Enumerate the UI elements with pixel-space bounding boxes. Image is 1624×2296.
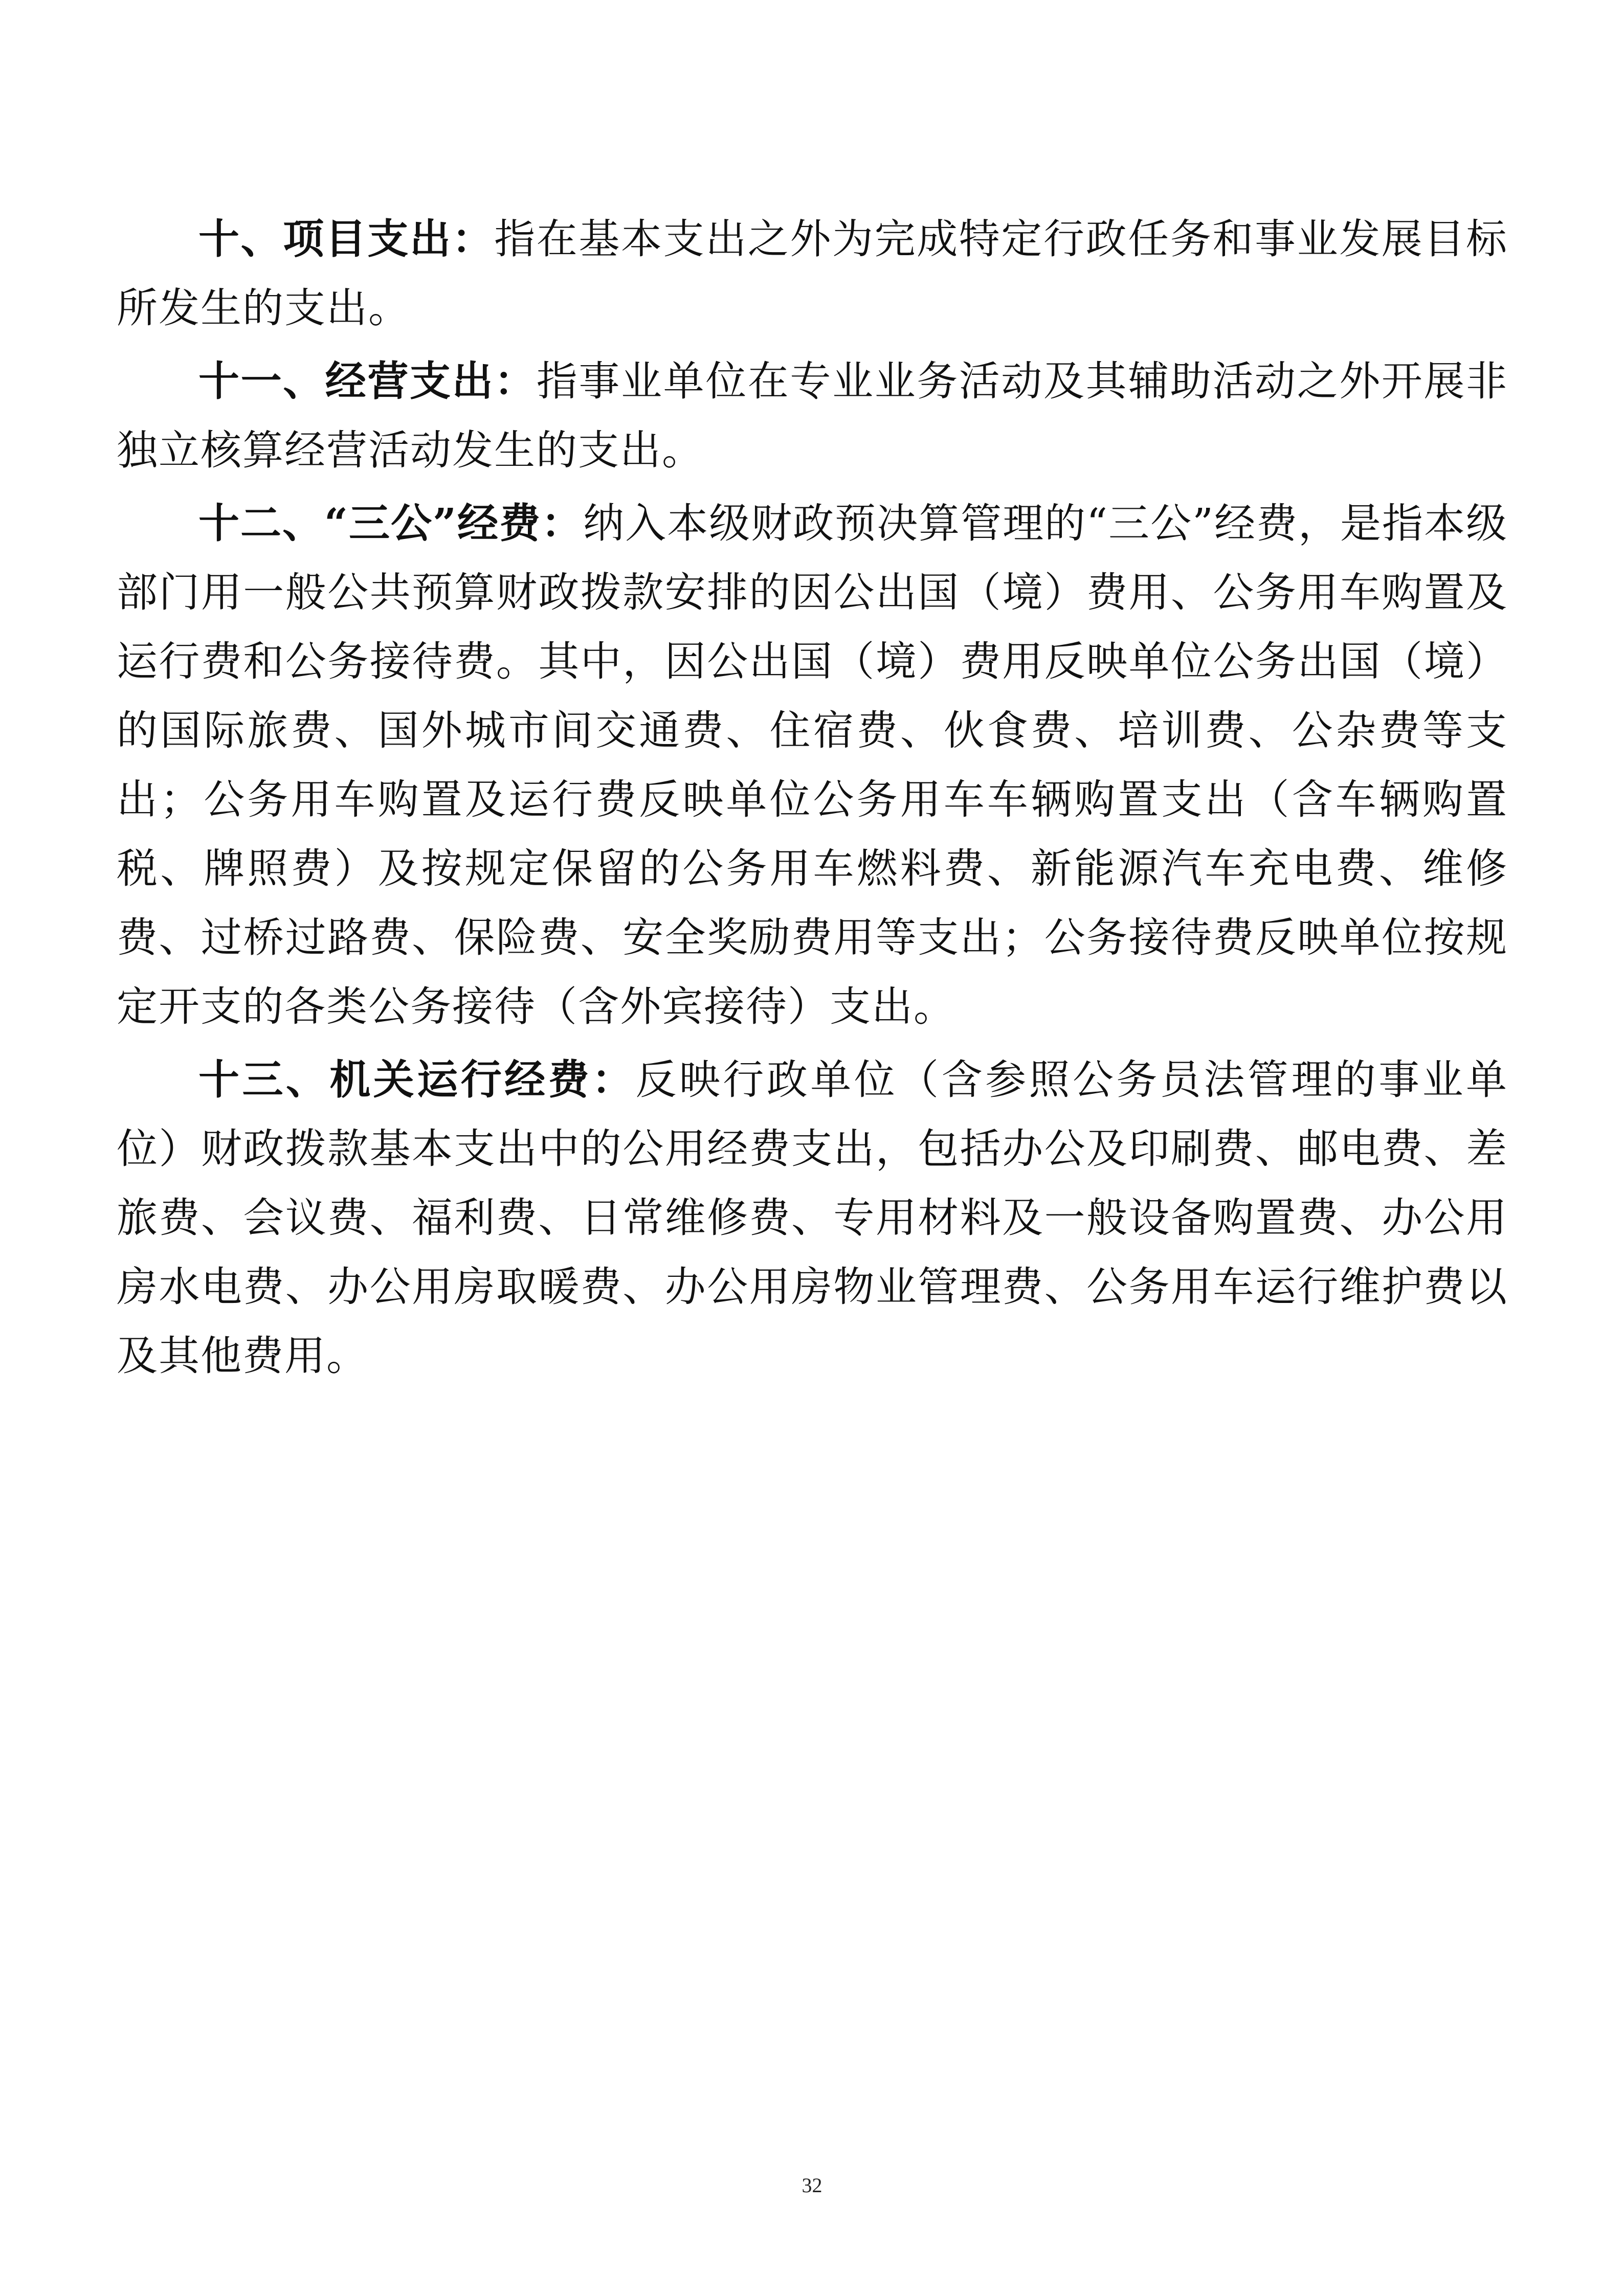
term-definition: 反映行政单位（含参照公务员法管理的事业单位）财政拨款基本支出中的公用经费支出，包括办公及印刷费、邮电费、差旅费、会议费、福利费、日常维修费、专用材料及一般设备购置费、办公用房水电费、办公用房取暖费、办公用房物业管理费、公务用车运行维护费以及其他费用。 bbox=[117, 1056, 1508, 1380]
paragraph-operating-expenditure bbox=[117, 347, 1508, 485]
term-heading: 十二、“三公”经费： bbox=[198, 499, 584, 547]
term-heading: 十、项目支出： bbox=[198, 215, 495, 263]
page-number: 32 bbox=[802, 2174, 822, 2197]
document-body bbox=[117, 205, 1508, 1394]
paragraph-three-public-expenses bbox=[117, 489, 1508, 1041]
term-definition: 指在基本支出之外为完成特定行政任务和事业发展目标所发生的支出。 bbox=[117, 215, 1508, 332]
term-definition: 指事业单位在专业业务活动及其辅助活动之外开展非独立核算经营活动发生的支出。 bbox=[117, 357, 1508, 474]
paragraph-agency-operating-funds bbox=[117, 1045, 1508, 1390]
term-definition: 纳入本级财政预决算管理的“三公”经费，是指本级部门用一般公共预算财政拨款安排的因公出国（境）费用、公务用车购置及运行费和公务接待费。其中，因公出国（境）费用反映单位公务出国（境）的国际旅费、国外城市间交通费、住宿费、伙食费、培训费、公杂费等支出；公务用车购置及运行费反映单位公务用车车辆购置支出（含车辆购置税、牌照费）及按规定保留的公务用车燃料费、新能源汽车充电费、维修费、过桥过路费、保险费、安全奖励费用等支出；公务接待费反映单位按规定开支的各类公务接待（含外宾接待）支出。 bbox=[117, 500, 1508, 1030]
paragraph-project-expenditure bbox=[117, 205, 1508, 343]
term-heading: 十三、机关运行经费： bbox=[198, 1055, 636, 1104]
term-heading: 十一、经营支出： bbox=[198, 357, 537, 405]
